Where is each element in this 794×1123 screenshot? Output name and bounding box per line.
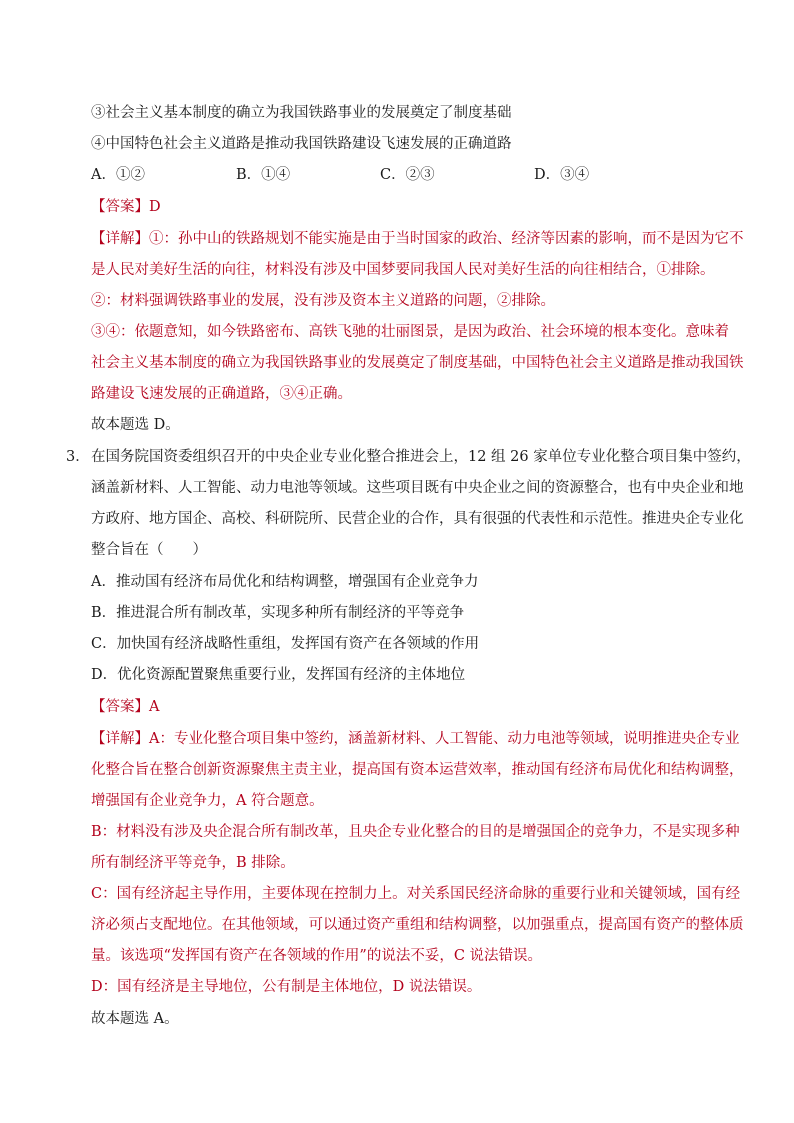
analysis-line: ②：材料强调铁路事业的发展，没有涉及资本主义道路的问题，②排除。 bbox=[91, 293, 555, 309]
statement-4: ④中国特色社会主义道路是推动我国铁路建设飞速发展的正确道路 bbox=[91, 136, 512, 152]
statement-3: ③社会主义基本制度的确立为我国铁路事业的发展奠定了制度基础 bbox=[91, 105, 512, 121]
conclusion: 故本题选 A。 bbox=[91, 1011, 179, 1027]
analysis-line: 增强国有企业竞争力，A 符合题意。 bbox=[91, 793, 324, 809]
analysis-line: 社会主义基本制度的确立为我国铁路事业的发展奠定了制度基础，中国特色社会主义道路是推动我国铁 bbox=[91, 355, 744, 371]
option-c: C．②③ bbox=[380, 167, 435, 183]
analysis-line: B：材料没有涉及央企混合所有制改革，且央企专业化整合的目的是增强国企的竞争力，不是实现多种 bbox=[91, 824, 740, 840]
analysis-line: 所有制经济平等竞争，B 排除。 bbox=[91, 855, 295, 871]
analysis-line: ③④：依题意知，如今铁路密布、高铁飞驰的壮丽图景，是因为政治、社会环境的根本变化。意味着 bbox=[91, 324, 729, 340]
analysis-line: C：国有经济起主导作用，主要体现在控制力上。对关系国民经济命脉的重要行业和关键领域，国有经 bbox=[91, 886, 741, 902]
question-stem-line: 整合旨在（ ） bbox=[91, 542, 207, 558]
question-number: 3． bbox=[66, 449, 90, 465]
question-stem-line bbox=[66, 447, 751, 467]
analysis-line: 量。该选项“发挥国有资产在各领域的作用”的说法不妥，C 说法错误。 bbox=[91, 948, 543, 964]
option-d: D．优化资源配置聚焦重要行业，发挥国有经济的主体地位 bbox=[91, 667, 466, 683]
answer-label: 【答案】D bbox=[91, 199, 161, 215]
question-stem-line: 方政府、地方国企、高校、科研院所、民营企业的合作，具有很强的代表性和示范性。推进央企专业化 bbox=[91, 511, 744, 527]
analysis-line: 是人民对美好生活的向往，材料没有涉及中国梦要同我国人民对美好生活的向往相结合，①排除。 bbox=[91, 262, 715, 278]
analysis-line: 【详解】A：专业化整合项目集中签约，涵盖新材料、人工智能、动力电池等领域，说明推进央企专业 bbox=[91, 731, 740, 747]
analysis-line: 【详解】①：孙中山的铁路规划不能实施是由于当时国家的政治、经济等因素的影响，而不是因为它不 bbox=[91, 231, 744, 247]
option-b: B．①④ bbox=[236, 167, 291, 183]
option-a: A．①② bbox=[91, 167, 145, 183]
analysis-line: 路建设飞速发展的正确道路，③④正确。 bbox=[91, 386, 352, 402]
question-stem-text: 在国务院国资委组织召开的中央企业专业化整合推进会上，12 组 26 家单位专业化整合项目集中签约， bbox=[91, 449, 751, 465]
option-c: C．加快国有经济战略性重组，发挥国有资产在各领域的作用 bbox=[91, 636, 480, 652]
analysis-line: 化整合旨在整合创新资源聚焦主责主业，提高国有资本运营效率，推动国有经济布局优化和结构调整， bbox=[91, 762, 744, 778]
option-b: B．推进混合所有制改革，实现多种所有制经济的平等竞争 bbox=[91, 605, 465, 621]
answer-label: 【答案】A bbox=[91, 699, 160, 715]
analysis-line: D：国有经济是主导地位，公有制是主体地位，D 说法错误。 bbox=[91, 979, 482, 995]
option-a: A．推动国有经济布局优化和结构调整，增强国有企业竞争力 bbox=[91, 574, 479, 590]
conclusion: 故本题选 D。 bbox=[91, 417, 180, 433]
option-d: D．③④ bbox=[534, 167, 590, 183]
question-stem-line: 涵盖新材料、人工智能、动力电池等领域。这些项目既有中央企业之间的资源整合，也有中央企业和地 bbox=[91, 480, 744, 496]
analysis-line: 济必须占支配地位。在其他领域，可以通过资产重组和结构调整，以加强重点，提高国有资产的整体质 bbox=[91, 917, 744, 933]
